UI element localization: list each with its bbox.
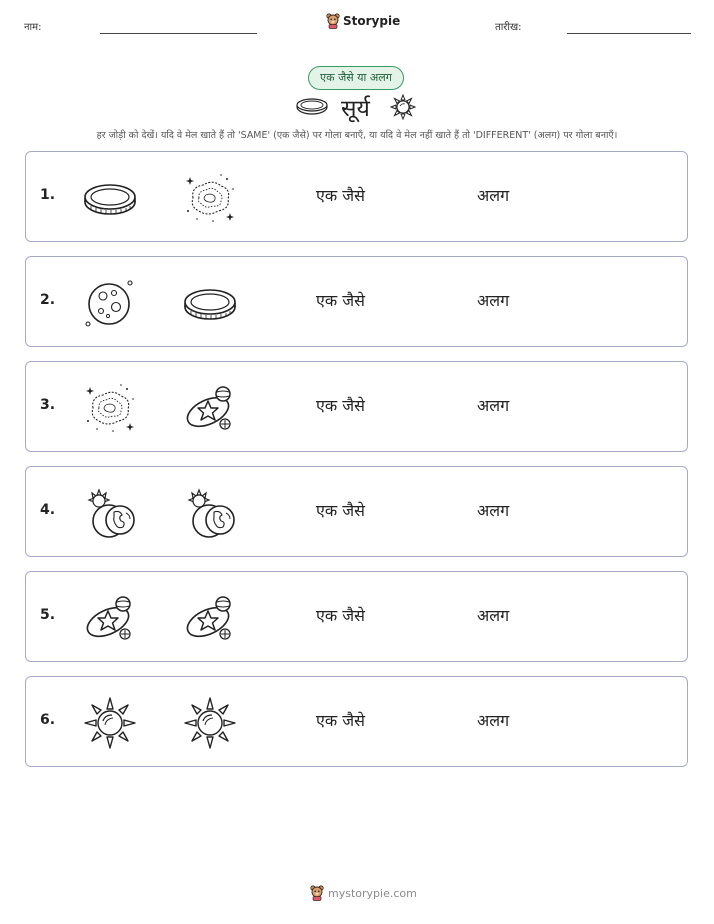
same-option[interactable]: एक जैसे [316, 396, 365, 415]
footer [310, 885, 417, 901]
same-option[interactable]: एक जैसे [316, 501, 365, 520]
different-option[interactable]: अलग [477, 711, 510, 730]
nebula-icon [83, 381, 137, 435]
question-row [25, 571, 688, 662]
question-number: 2. [40, 292, 56, 308]
sun-icon [83, 696, 137, 750]
question-row [25, 361, 688, 452]
page-title: सूर्य [341, 96, 370, 122]
brand-logo [326, 13, 400, 29]
date-label: तारीख: [495, 22, 522, 33]
different-option[interactable]: अलग [477, 501, 510, 520]
question-row [25, 466, 688, 557]
date-line[interactable] [567, 33, 691, 34]
question-number: 1. [40, 187, 56, 203]
question-number: 5. [40, 607, 56, 623]
nebula-icon [183, 171, 237, 225]
star-orbit-icon [183, 591, 237, 645]
same-option[interactable]: एक जैसे [316, 606, 365, 625]
bear-icon [326, 13, 340, 29]
footer-site: mystorypie.com [328, 886, 417, 900]
sun-earth-icon [183, 486, 237, 540]
question-row [25, 256, 688, 347]
same-option[interactable]: एक जैसे [316, 291, 365, 310]
different-option[interactable]: अलग [477, 186, 510, 205]
question-number: 4. [40, 502, 56, 518]
star-orbit-icon [83, 591, 137, 645]
brand-name: Storypie [343, 14, 401, 28]
coin-icon [83, 171, 137, 225]
sun-icon [390, 94, 416, 120]
coin-icon [295, 96, 329, 118]
moon-icon [83, 276, 137, 330]
question-row [25, 151, 688, 242]
different-option[interactable]: अलग [477, 291, 510, 310]
coin-icon [183, 276, 237, 330]
sun-earth-icon [83, 486, 137, 540]
star-orbit-icon [183, 381, 237, 435]
name-line[interactable] [100, 33, 257, 34]
name-label: नाम: [24, 22, 42, 33]
same-option[interactable]: एक जैसे [316, 711, 365, 730]
different-option[interactable]: अलग [477, 396, 510, 415]
sun-icon [183, 696, 237, 750]
same-option[interactable]: एक जैसे [316, 186, 365, 205]
instructions: हर जोड़ी को देखें। यदि वे मेल खाते हैं तो 'SAME' (एक जैसे) पर गोला बनाएँ, या यदि वे मेल नहीं खाते हैं तो 'DIFFERENT' (अलग) पर गोला बनाएँ। [96, 130, 618, 141]
question-number: 3. [40, 397, 56, 413]
worksheet-tag: एक जैसे या अलग [308, 66, 404, 90]
different-option[interactable]: अलग [477, 606, 510, 625]
bear-icon [310, 885, 324, 901]
question-number: 6. [40, 712, 56, 728]
question-row [25, 676, 688, 767]
title-row [0, 91, 714, 123]
